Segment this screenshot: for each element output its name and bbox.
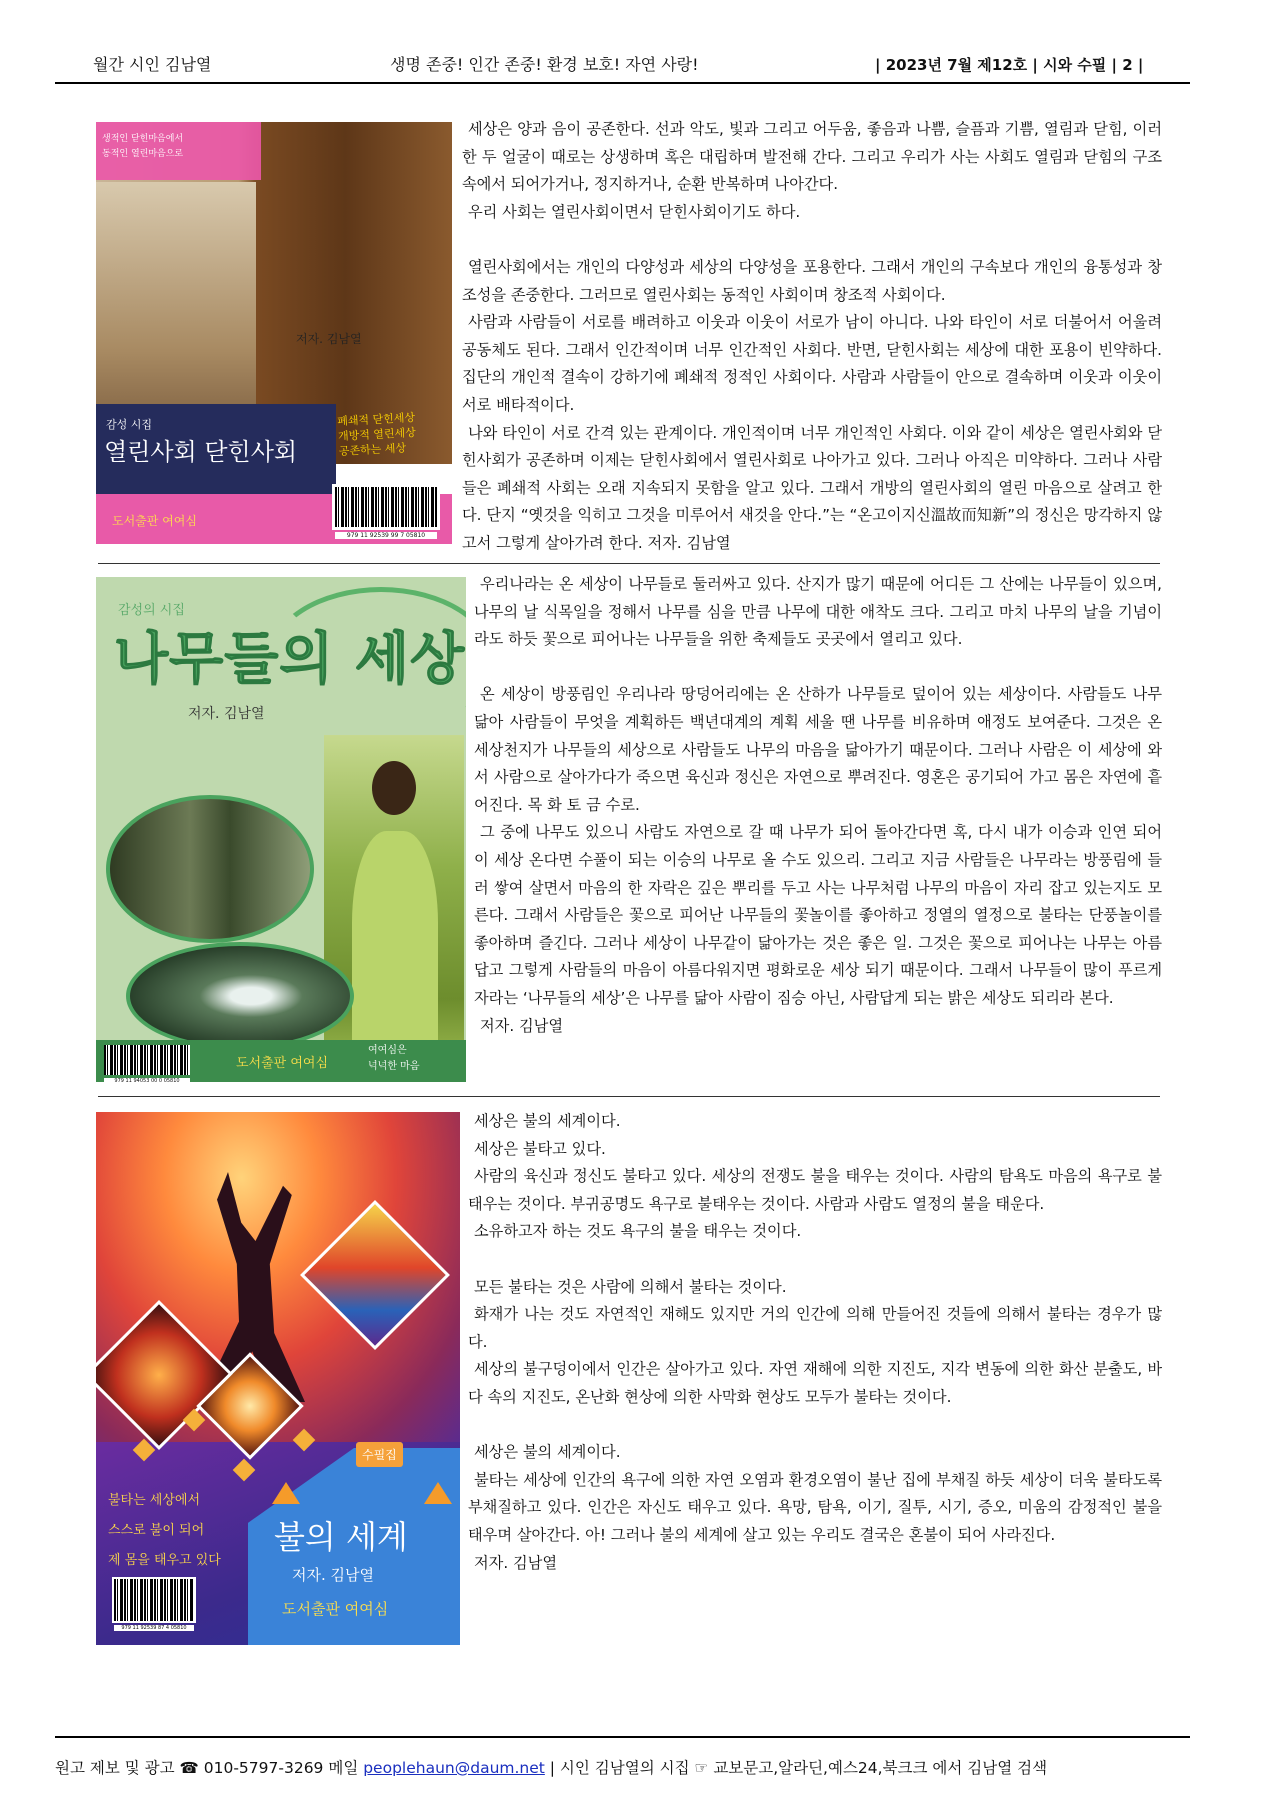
cover-forest-image xyxy=(106,795,314,943)
cover-side-text: 여여심은 넉넉한 마음 xyxy=(368,1045,420,1072)
barcode: 979 11 92539 87 4 05810 xyxy=(112,1577,196,1623)
barcode: 979 11 92539 99 7 05810 xyxy=(332,484,440,530)
header-publication: 월간 시인 김남열 xyxy=(93,55,212,74)
cover-side-text: 폐쇄적 닫힌세상 개방적 열린세상 공존하는 세상 xyxy=(336,410,417,459)
cover-waterfall-image xyxy=(126,942,354,1050)
cover-author: 저자. 김남열 xyxy=(292,1566,374,1584)
cover-author: 저자. 김남열 xyxy=(296,332,362,346)
header-issue-info: | 2023년 7월 제12호 | 시와 수필 | 2 | xyxy=(875,56,1144,74)
page-header xyxy=(55,48,1190,84)
article-text: 우리나라는 온 세상이 나무들로 둘러싸고 있다. 산지가 많기 때문에 어디든 그 산에는 나무들이 있으며, 나무의 날 식목일을 정해서 나무를 심을 만큼 나무에 대한 애착도 크다. 그리고 마치 나무의 날을 기념이라도 하듯 꽃으로 피어나는 나무들을 위한 축제들도 곳곳에서 열리고 있다. 온 세상이 방풍림인 우리나라 땅덩어리에는 온 산하가 나무들로 덮이어 있는 세상이다. 사람들도 나무 닮아 사람들이 무엇을 계획하든 백년대계의 계획 세울 땐 나무를 비유하며 애정도 보여준다. 그것은 온 세상천지가 나무들의 세상으로 사람들도 나무의 마음을 닮아가기 때문이다. 그러나 사람은 이 세상에 와서 사람으로 살아가다가 죽으면 육신과 정신은 자연으로 뿌려진다. 영혼은 공기되어 가고 몸은 자연에 흩어진다. 목 화 토 금 수로. 그 중에 나무도 있으니 사람도 자연으로 갈 때 나무가 되어 돌아간다면 혹, 다시 내가 이승과 인연 되어 이 세상 온다면 수풀이 되는 이승의 나무로 올 수도 있으리. 그리고 지금 사람들은 나무라는 방풍림에 들러 쌓여 살면서 마음의 한 자락은 깊은 뿌리를 두고 사는 나무처럼 나무의 마음이 자리 잡고 있는지도 모른다. 그래서 사람들은 꽃으로 피어난 나무들의 꽃놀이를 좋아하고 정열의 열정으로 불타는 단풍놀이를 좋아하며 즐긴다. 그러나 세상이 나무같이 닮아가는 것은 좋은 일. 그것은 꽃으로 피어나는 나무는 아름답고 그렇게 사람들의 마음이 아름다워지면 평화로운 세상 되기 때문이다. 그래서 나무들이 많이 푸르게 자라는 ‘나무들의 세상’은 나무를 닮아 사람이 짐승 아닌, 사람답게 되는 밝은 세상도 되리라 본다. 저자. 김남열 xyxy=(474,575,1162,1035)
article-text: 세상은 불의 세계이다. 세상은 불타고 있다. 사람의 육신과 정신도 불타고 있다. 세상의 전쟁도 불을 태우는 것이다. 사람의 탐욕도 마음의 욕구로 불태우는 것이다. 부귀공명도 욕구로 불태우는 것이다. 사람과 사람도 열정의 불을 태운다. 소유하고자 하는 것도 욕구의 불을 태우는 것이다. 모든 불타는 것은 사람에 의해서 불타는 것이다. 화재가 나는 것도 자연적인 재해도 있지만 거의 인간에 의해 만들어진 것들에 의해서 불타는 경우가 많다. 세상의 불구덩이에서 인간은 살아가고 있다. 자연 재해에 의한 지진도, 지각 변동에 의한 화산 분출도, 바다 속의 지진도, 온난화 현상에 의한 사막화 현상도 모두가 불타는 것이다. 세상은 불의 세계이다. 불타는 세상에 인간의 욕구에 의한 자연 오염과 환경오염이 불난 집에 부채질 하듯 세상이 더욱 불타도록 부채질하고 있다. 인간은 자신도 태우고 있다. 욕망, 탐욕, 이기, 질투, 시기, 증오, 미움의 감정적인 불을 태우며 살아간다. 아! 그러나 불의 세계에 살고 있는 우리도 결국은 혼불이 되어 사라진다. 저자. 김남열 xyxy=(468,1112,1162,1572)
book-cover-world-of-fire xyxy=(96,1112,460,1645)
cover-subtitle: 감성 시집 xyxy=(106,418,153,431)
article-open-society xyxy=(96,122,1162,554)
cover-side-text: 불타는 세상에서 스스로 불이 되어 제 몸을 태우고 있다 xyxy=(108,1493,221,1568)
book-cover-open-society xyxy=(96,122,452,544)
cover-tagline: 생적인 닫힌마음에서 동적인 열린마음으로 xyxy=(102,134,184,159)
cover-title: 불의 세계 xyxy=(274,1518,408,1556)
cover-title: 열린사회 닫힌사회 xyxy=(104,438,298,466)
cover-author: 저자. 김남열 xyxy=(188,706,265,722)
cover-publisher: 도서출판 여여심 xyxy=(112,514,197,528)
article-text: 세상은 양과 음이 공존한다. 선과 악도, 빛과 그리고 어두움, 좋음과 나쁨, 슬픔과 기쁨, 열림과 닫힘, 이러한 두 얼굴이 때로는 상생하며 혹은 대립하며 발전해 간다. 그리고 우리가 사는 사회도 열림과 닫힘의 구조 속에서 되어가거나, 정지하거나, 순환 반복하며 나아간다. 우리 사회는 열린사회이면서 닫힌사회이기도 하다. 열린사회에서는 개인의 다양성과 세상의 다양성을 포용한다. 그래서 개인의 구속보다 개인의 융통성과 창조성을 존중한다. 그러므로 열린사회는 동적인 사회이며 창조적 사회이다. 사람과 사람들이 서로를 배려하고 이웃과 이웃이 서로가 남이 아니다. 나와 타인이 서로 더불어서 어울려 공동체도 된다. 그래서 인간적이며 너무 인간적인 사회다. 반면, 닫힌사회는 세상에 대한 포용이 빈약하다. 집단의 개인적 결속이 강하기에 폐쇄적 정적인 사회이다. 사람과 사람들이 안으로 결속하며 이웃과 이웃이 서로 배타적이다. 나와 타인이 서로 간격 있는 관계이다. 개인적이며 너무 개인적인 사회다. 이와 같이 세상은 열린사회와 닫힌사회가 공존하며 이제는 닫힌사회에서 열린사회로 나아가고 있다. 그러나 아직은 미약하다. 그러나 사람들은 폐쇄적 사회는 오래 지속되지 못함을 알고 있다. 그래서 개방의 열린사회의 열린 마음으로 살려고 한다. 단지 “옛것을 익히고 그것을 미루어서 새것을 안다.”는 “온고이지신溫故而知新”의 정신은 망각하지 않고서 그렇게 살아가려 한다. 저자. 김남열 xyxy=(462,120,1162,552)
footer-email-link[interactable]: peoplehaun@daum.net xyxy=(363,1759,545,1777)
footer-bookstores: | 시인 김남열의 시집 ☞ 교보문고,알라딘,예스24,북크크 에서 김남열 검색 xyxy=(544,1759,1048,1777)
cover-subtitle: 감성의 시집 xyxy=(118,603,185,618)
footer-contact: 원고 제보 및 광고 ☎ 010-5797-3269 메일 xyxy=(55,1759,364,1777)
section-divider xyxy=(98,563,1160,564)
section-divider xyxy=(98,1096,1160,1097)
barcode: 979 11 94053 00 0 05810 xyxy=(104,1045,190,1075)
article-world-of-fire xyxy=(96,1112,1162,1652)
cover-publisher: 도서출판 여여심 xyxy=(236,1056,329,1071)
header-slogan: 생명 존중! 인간 존중! 환경 보호! 자연 사랑! xyxy=(390,55,699,74)
cover-title: 나무들의 세상 xyxy=(114,626,466,692)
cover-badge: 수필집 xyxy=(356,1442,403,1467)
cover-publisher: 도서출판 여여심 xyxy=(282,1600,389,1618)
article-trees-world xyxy=(96,577,1162,1087)
page-footer xyxy=(55,1736,1190,1778)
book-cover-trees-world xyxy=(96,577,466,1082)
